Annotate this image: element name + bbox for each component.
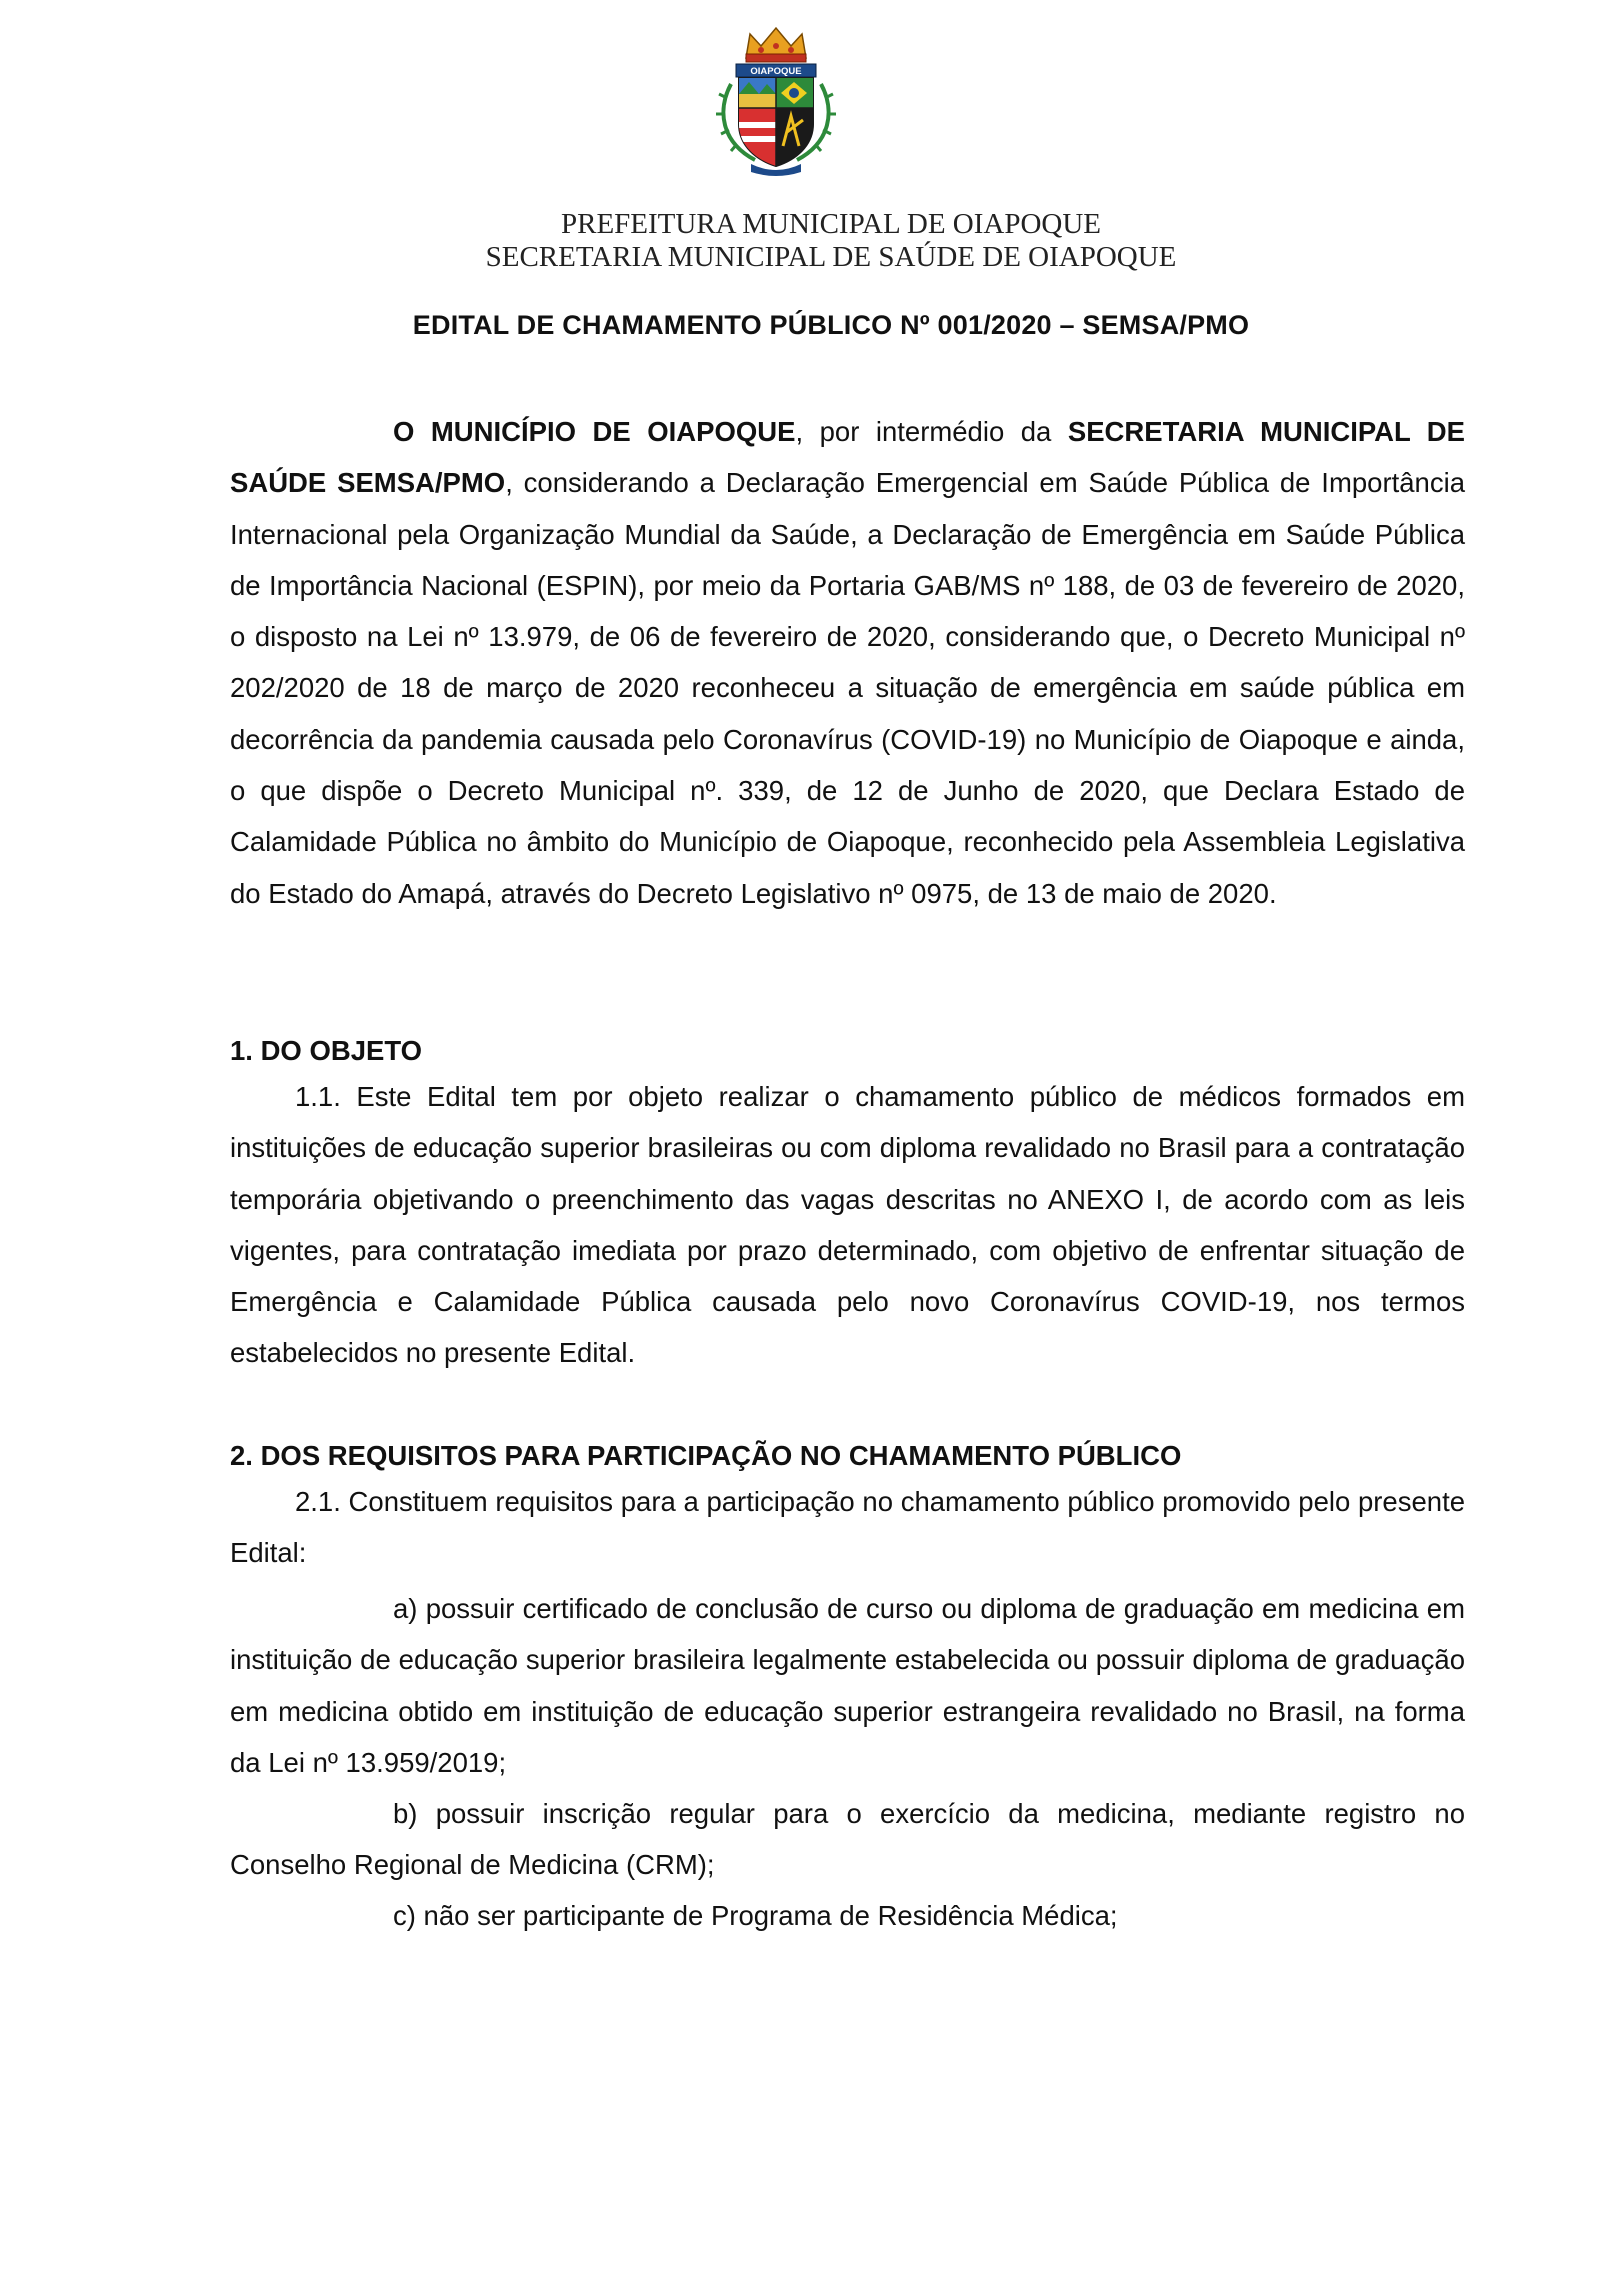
intro-text-2: , considerando a Declaração Emergencial em Saúde Pública de Importância Internacional pela Organização Mundial da Saúde, a Declaração de Emergência em Saúde Pública de Importância Nacional (ESPIN), por meio da Portaria GAB/MS nº 188, de 03 de fevereiro de 2020, o disposto na Lei nº 13.979, de 06 de fevereiro de 2020, considerando que, o Decreto Municipal nº 202/2020 de 18 de março de 2020 reconheceu a situação de emergência em saúde pública em decorrência da pandemia causada pelo Coronavírus (COVID-19) no Município de Oiapoque e ainda, o que dispõe o Decreto Municipal nº. 339, de 12 de Junho de 2020, que Declara Estado de Calamidade Pública no âmbito do Município de Oiapoque, reconhecido pela Assembleia Legislativa do Estado do Amapá, através do Decreto Legislativo nº 0975, de 13 de maio de 2020.: [230, 467, 1465, 909]
requirement-c: c) não ser participante de Programa de Residência Médica;: [393, 1900, 1118, 1931]
intro-bold-municipio: O MUNICÍPIO DE OIAPOQUE: [393, 416, 796, 447]
header-prefeitura: PREFEITURA MUNICIPAL DE OIAPOQUE: [560, 208, 1102, 240]
intro-text-1: , por intermédio da: [795, 416, 1068, 447]
document-title: EDITAL DE CHAMAMENTO PÚBLICO Nº 001/2020 – SEMSA/PMO: [412, 310, 1250, 340]
requirement-b: b) possuir inscrição regular para o exercício da medicina, mediante registro no Conselho Regional de Medicina (CRM);: [230, 1798, 1465, 1881]
crest-banner: OIAPOQUE: [750, 66, 802, 77]
header-secretaria: SECRETARIA MUNICIPAL DE SAÚDE DE OIAPOQUE: [485, 241, 1177, 273]
municipal-crest-icon: [703, 20, 849, 180]
intro-paragraph: [230, 406, 1465, 919]
section-1-paragraph: 1.1. Este Edital tem por objeto realizar o chamamento público de médicos formados em instituições de educação superior brasileiras ou com diploma revalidado no Brasil para a contratação temporária objetivando o preenchimento das vagas descritas no ANEXO I, de acordo com as leis vigentes, para contratação imediata por prazo determinado, com objetivo de enfrentar situação de Emergência e Calamidade Pública causada pelo novo Coronavírus COVID-19, nos termos estabelecidos no presente Edital.: [230, 1081, 1465, 1369]
section-2-paragraph: 2.1. Constituem requisitos para a participação no chamamento público promovido pelo presente Edital:: [230, 1486, 1465, 1569]
intro-bold-secretaria: SECRETARIA MUNICIPAL DE SAÚDE SEMSA/PMO: [230, 416, 1465, 499]
section-2-heading: 2. DOS REQUISITOS PARA PARTICIPAÇÃO NO CHAMAMENTO PÚBLICO: [230, 1440, 1182, 1471]
requirement-a: a) possuir certificado de conclusão de curso ou diploma de graduação em medicina em instituição de educação superior brasileira legalmente estabelecida ou possuir diploma de graduação em medicina obtido em instituição de educação superior estrangeira revalidado no Brasil, na forma da Lei nº 13.959/2019;: [230, 1593, 1465, 1778]
section-1-heading: 1. DO OBJETO: [230, 1035, 423, 1066]
